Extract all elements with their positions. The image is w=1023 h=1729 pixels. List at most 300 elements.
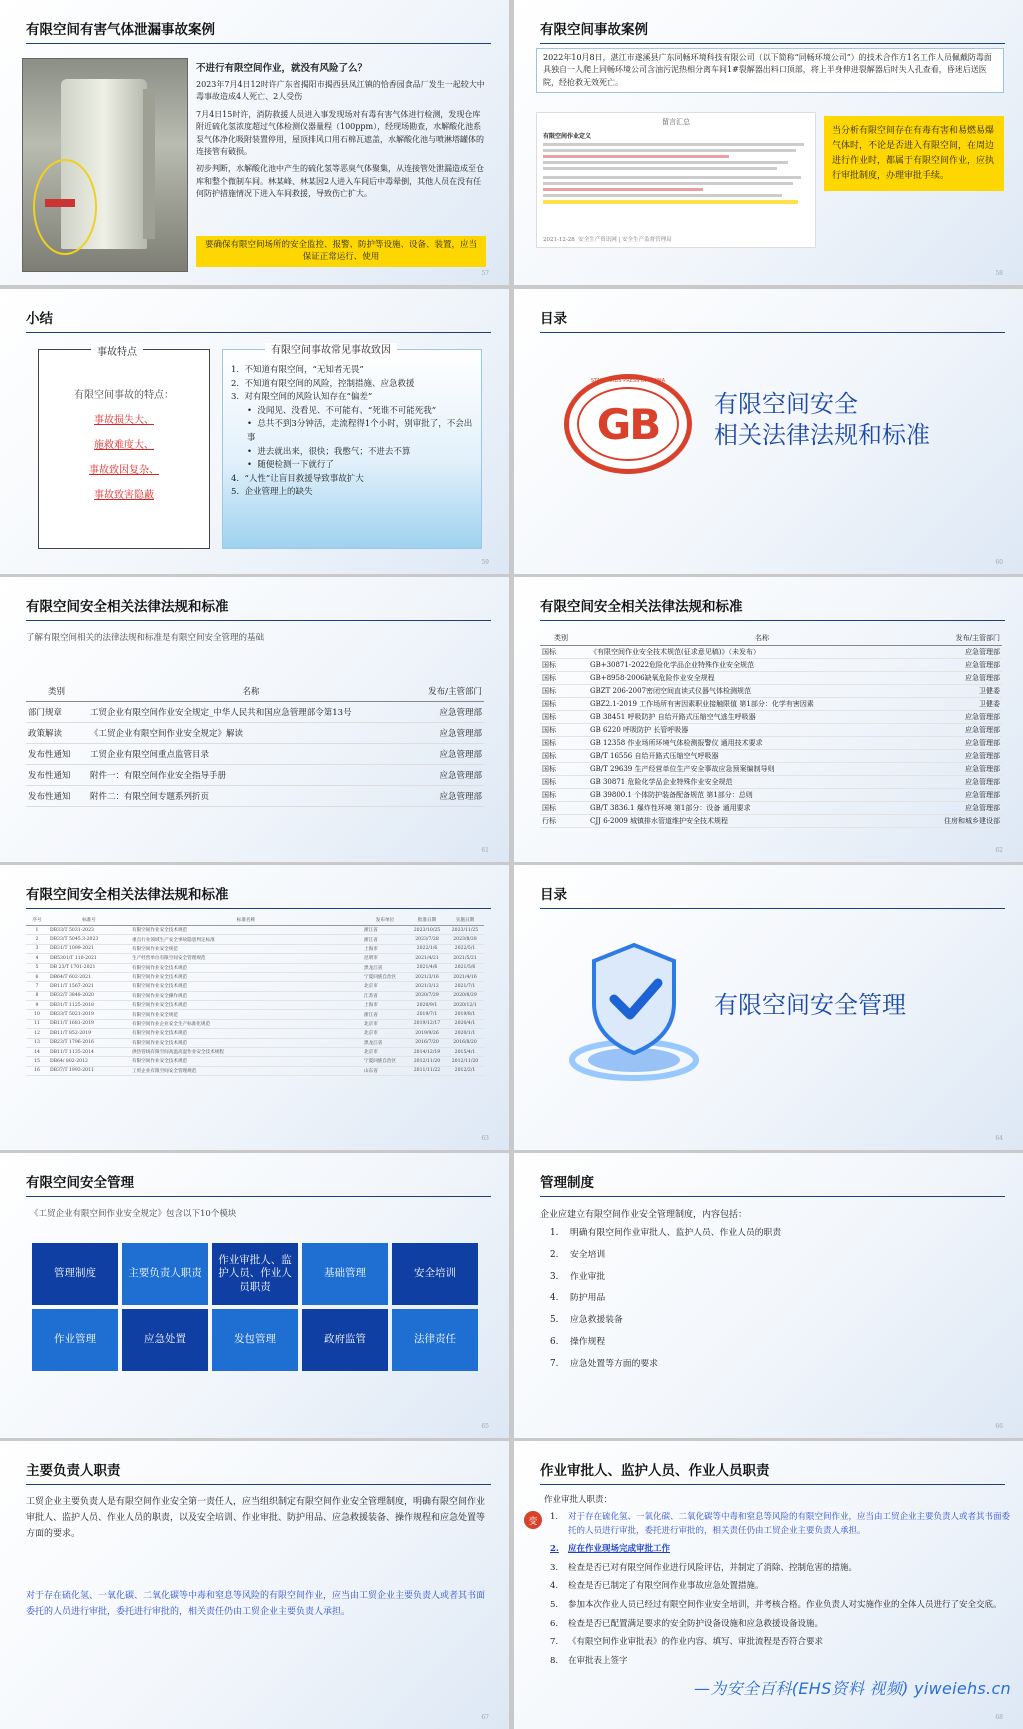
table-cell: 生产经营单位有限空间安全管理规范: [132, 956, 206, 962]
table-row: [540, 763, 1002, 776]
case-text: [196, 60, 486, 201]
table-cell: 江苏省: [364, 993, 378, 999]
table-cell: 黑龙江省: [364, 965, 383, 971]
table-cell: 2021/4/6: [416, 965, 438, 971]
list-item: [550, 1360, 781, 1369]
table-cell: 10: [34, 1012, 40, 1018]
table-cell: 8: [35, 993, 39, 999]
item-text: 对于存在硫化氢、一氧化碳、二氧化碳等中毒和窒息等风险的有限空间作业，应当由工贸企业主要负责人或者其书面委托的人员进行审批，委托进行审批的，相关责任仍由工贸企业主要负责人承担。: [568, 1512, 1011, 1536]
table-cell: 行标: [542, 817, 556, 825]
table-row: [26, 926, 484, 935]
page-number: 57: [481, 270, 489, 277]
table-cell: 2020/1/1: [454, 1030, 476, 1036]
table-row: [540, 802, 1002, 815]
list-item: [550, 1543, 1010, 1557]
table-cell: 2020/9/1: [416, 1002, 438, 1008]
table-cell: 北京市: [364, 1031, 378, 1037]
gb-logo-text: GB: [596, 399, 660, 449]
title-rule: [26, 332, 491, 333]
table-cell: 2021/4/16: [453, 974, 477, 980]
slide-65[interactable]: [0, 1153, 509, 1438]
table-cell: 2023/7/28: [415, 937, 439, 943]
table-cell: GBZ2.1-2019 工作场所有害因素职业接触限值 第1部分：化学有害因素: [590, 700, 814, 708]
slide-60[interactable]: [514, 289, 1023, 574]
col-header: 类别: [554, 634, 568, 642]
table-row: [540, 737, 1002, 750]
table-cell: 应急管理部: [965, 752, 1000, 760]
table-cell: 应急管理部: [965, 791, 1000, 799]
list-item: [550, 1636, 1010, 1650]
local-standards-table: [26, 915, 484, 1076]
table-cell: 国标: [542, 674, 556, 682]
page-number: 65: [481, 1423, 489, 1430]
doc-subtitle: 有限空间作业定义: [543, 133, 592, 140]
slide-68[interactable]: [514, 1441, 1023, 1729]
regulations-table: [26, 681, 484, 807]
table-cell: 应急管理部: [965, 661, 1000, 669]
item-text: 应急处置等方面的要求: [570, 1358, 658, 1369]
cause-num: 1.: [231, 365, 240, 375]
table-cell: 国标: [542, 778, 556, 786]
table-cell: 宁夏回族自治区: [364, 975, 397, 981]
table-row: [540, 815, 1002, 828]
slide-67[interactable]: [0, 1441, 509, 1729]
col-header: 类别: [48, 687, 66, 697]
table-cell: 应急管理部: [965, 804, 1000, 812]
table-cell: GB 39800.1 个体防护装备配备规范 第1部分：总则: [590, 791, 753, 799]
table-cell: 上海市: [364, 946, 378, 952]
callout-box: 当分析有限空间存在有毒有害和易燃易爆气体时，不论是否进入有限空间，在周边进行作业时，都属于有限空间作业，应执行审批制度，办理审批手续。: [824, 116, 1004, 191]
table-cell: 有限空间作业安全技术规范: [132, 965, 188, 971]
table-cell: DB33/T 5031-2023: [50, 927, 94, 933]
item-text: 明确有限空间作业审批人、监护人员、作业人员的职责: [570, 1228, 782, 1238]
table-row: [540, 646, 1002, 659]
table-row: [540, 750, 1002, 763]
gb-logo-ring-text: STANDARDS PRESS OF CHINA: [590, 378, 666, 384]
table-cell: 2014/12/19: [413, 1049, 441, 1055]
table-cell: CJJ 6-2009 城镇排水管道维护安全技术规程: [590, 817, 729, 825]
slide-58[interactable]: [514, 0, 1023, 285]
list-item: [550, 1251, 781, 1260]
table-cell: 《工贸企业有限空间作业安全规定》解读: [90, 729, 244, 739]
list-item: [550, 1599, 1010, 1613]
module-tile[interactable]: 作业审批人、监护人员、作业人员职责: [212, 1243, 298, 1305]
case-para-1: 2023年7月4日12时许广东省揭阳市揭西县凤江镇的恰香园食品厂发生一起较大中毒事故造成4人死亡、2人受伤: [196, 80, 485, 102]
table-cell: 应急管理部: [965, 765, 1000, 773]
col-header: 标准号: [82, 918, 96, 923]
slide-62[interactable]: [514, 577, 1023, 862]
title-rule: [26, 908, 491, 909]
slide-title: 有限空间安全管理: [26, 1175, 134, 1191]
table-cell: 附件二：有限空间专题系列折页: [90, 792, 210, 802]
list-item: [550, 1618, 1010, 1632]
page-number: 61: [481, 847, 489, 854]
item-text: 参加本次作业人员已经过有限空间作业安全培训，并考核合格。作业负责人对实施作业的全体人员进行了安全交底。: [568, 1599, 1002, 1610]
cause-bullet: • 总共不到3分钟活，走流程得1个小时，别审批了，不会出事: [247, 419, 473, 443]
table-cell: 有限空间作业安全技术规范: [132, 1059, 188, 1065]
table-cell: 有限空间作业企业安全生产标准化规范: [132, 1021, 211, 1027]
table-cell: 2020/7/29: [415, 993, 439, 999]
table-cell: DB11/T 852-2019: [50, 1030, 91, 1036]
table-cell: 上海市: [364, 1003, 378, 1009]
feature-item: 事故致因复杂、: [89, 465, 159, 476]
table-row: [540, 685, 1002, 698]
table-cell: 部门规章: [28, 708, 63, 718]
case-intro-box: 2022年10月8日，湛江市遂溪县广东同畅环境科技有限公司（以下简称“同畅环境公司”）的技术合作方1名工作人员佩戴防毒面具独自一人爬上同畅环境公司含油污泥热相分离车间1#裂解器出料口顶部，将上半身伸进裂解器后时失人孔查看，昏迷后送医院，经抢救无效死亡。: [536, 48, 1004, 93]
table-cell: 应急管理部: [439, 729, 482, 739]
intro-text: 了解有限空间相关的法律法规和标准是有限空间安全管理的基础: [26, 633, 265, 643]
table-cell: 2016/8/20: [453, 1040, 477, 1046]
slide-title: 目录: [540, 887, 567, 903]
table-cell: 2012/11/20: [451, 1058, 479, 1064]
title-rule: [26, 1484, 491, 1485]
table-cell: 2021/3/16: [415, 974, 439, 980]
national-standards-body: [540, 646, 1002, 828]
slide-64[interactable]: [514, 865, 1023, 1150]
table-row: [540, 789, 1002, 802]
table-cell: 附件一：有限空间作业安全指导手册: [90, 771, 227, 781]
table-header-row: [26, 681, 484, 702]
table-row: [26, 991, 484, 1000]
section-heading: [714, 389, 930, 451]
table-row: [26, 963, 484, 972]
table-cell: 应急管理部: [965, 713, 1000, 721]
module-tile[interactable]: 基础管理: [302, 1243, 388, 1305]
slide-title: 管理制度: [540, 1175, 594, 1191]
table-cell: 有限空间作业安全技术规范: [132, 984, 188, 990]
table-cell: 政策解读: [28, 729, 63, 739]
table-cell: 供热管线有限空间高温高湿作业安全技术规程: [132, 1050, 224, 1056]
intro-text: 企业应建立有限空间作业安全管理制度，内容包括：: [540, 1210, 748, 1220]
table-cell: 2016/7/20: [415, 1040, 439, 1046]
case-heading: 不进行有限空间作业，就没有风险了么？: [196, 63, 368, 74]
cause-num: 5.: [231, 487, 240, 498]
cause-bullet: • 进去就出来，很快；我憋气；不进去不算: [247, 446, 411, 457]
item-text: 《有限空间作业审批表》的作业内容、填写、审批流程是否符合要求: [568, 1637, 824, 1648]
table-cell: 2021/4/21: [415, 955, 439, 961]
local-standards-body: [26, 926, 484, 1076]
table-cell: 应急管理部: [439, 708, 482, 718]
table-cell: 有限空间作业安全技术规范: [132, 1003, 188, 1009]
module-tile[interactable]: 作业管理: [32, 1309, 118, 1371]
item-text: 操作规程: [570, 1336, 606, 1347]
table-cell: 2022/5/1: [454, 946, 476, 952]
table-cell: 黑龙江省: [364, 1040, 383, 1046]
cause-item: [231, 486, 473, 500]
table-cell: 2019/7/1: [416, 1012, 438, 1018]
col-header: 名称: [242, 687, 260, 697]
table-cell: DB64/ 802-2012: [50, 1058, 88, 1064]
doc-title: 留言汇总: [662, 118, 690, 126]
table-cell: 国标: [542, 739, 556, 747]
slide-title: 有限空间安全相关法律法规和标准: [26, 887, 229, 903]
table-cell: 国标: [542, 648, 556, 656]
gb-logo-inner: [577, 387, 679, 461]
cause-bullet-text: 没闻见、没看见、不可能有、“死谁不可能死我”: [257, 405, 437, 416]
table-cell: DB31/T 1125-2018: [50, 1002, 94, 1008]
item-text: 应急救援装备: [570, 1315, 623, 1326]
table-cell: 昆明市: [364, 956, 378, 962]
table-cell: DB64/T 602-2021: [50, 974, 91, 980]
cause-bullets: [231, 405, 473, 473]
highlight-box: 要确保有限空间场所的安全监控、报警、防护等设施、设备、装置，应当保证正常运行、使用: [196, 236, 486, 267]
page-number: 63: [481, 1135, 489, 1142]
slide-title: 小结: [26, 311, 53, 327]
table-cell: 卫健委: [979, 687, 1000, 695]
item-num: 4.: [550, 1293, 559, 1304]
table-cell: 2: [35, 937, 39, 943]
section-heading: 有限空间安全管理: [714, 991, 906, 1019]
intro-text: 《工贸企业有限空间作业安全规定》包含以下10个模块: [30, 1209, 237, 1219]
table-cell: 卫健委: [979, 700, 1000, 708]
table-cell: 应急管理部: [965, 674, 1000, 682]
list-item: [550, 1316, 781, 1325]
table-cell: 工贸企业有限空间重点监管目录: [90, 750, 210, 760]
table-cell: 北京市: [364, 1021, 378, 1027]
table-row: [26, 1010, 484, 1019]
cause-item: [231, 378, 473, 392]
causes-legend: 有限空间事故常见事故致因: [265, 343, 397, 359]
table-row: [26, 1047, 484, 1056]
slide-title: 有限空间安全相关法律法规和标准: [26, 599, 229, 615]
table-cell: 3: [35, 946, 39, 952]
table-cell: 2020/12/1: [453, 1002, 477, 1008]
shield-icon: [566, 935, 702, 1085]
table-cell: 国标: [542, 726, 556, 734]
item-num: 6.: [550, 1336, 559, 1347]
table-row: [540, 698, 1002, 711]
table-cell: 应急管理部: [439, 771, 482, 781]
slide-title: 有限空间安全相关法律法规和标准: [540, 599, 743, 615]
document-screenshot: [536, 112, 816, 248]
table-cell: GB+8958-2006缺氧危险作业安全规程: [590, 674, 715, 682]
item-num: 3.: [550, 1562, 559, 1573]
module-tile[interactable]: 管理制度: [32, 1243, 118, 1305]
slide-59[interactable]: [0, 289, 509, 574]
case-para-2: 7月4日15时许，消防救援人员进入事发现场对有毒有害气体进行检测，发现仓库附近硫化氢浓度超过气体检测仪器量程（100ppm），经现场勘查，水解酸化池系泵气体净化吸附装置停用，屋顶排风口用石棉瓦遮盖，水解酸化池与喷淋塔罐体的连接管有破损。: [196, 109, 484, 156]
cause-item: [231, 364, 473, 378]
table-header-row: [26, 915, 484, 926]
doc-date: [543, 235, 672, 243]
slide-57[interactable]: [0, 0, 509, 285]
cause-bullet-text: 随便检测一下就行了: [257, 460, 334, 471]
table-cell: 16: [34, 1068, 40, 1074]
table-cell: 4: [35, 955, 39, 961]
table-cell: 2021/7/1: [454, 983, 476, 989]
table-cell: DB11/T 1567-2021: [50, 983, 94, 989]
title-rule: [540, 43, 1005, 44]
table-cell: 2012/2/1: [454, 1068, 476, 1074]
title-rule: [540, 1196, 1005, 1197]
pipe-shape: [143, 89, 155, 239]
cause-num: 4.: [231, 473, 240, 484]
table-cell: GB+30871-2022危险化学品企业特殊作业安全规范: [590, 661, 755, 669]
page-number: 59: [481, 559, 489, 566]
list-item: [550, 1562, 1010, 1576]
table-cell: 国标: [542, 791, 556, 799]
feature-item: 施救难度大、: [94, 440, 154, 451]
table-cell: DB33/T 5045.3-2023: [50, 937, 99, 943]
slide-66[interactable]: [514, 1153, 1023, 1438]
list-item: [550, 1338, 781, 1347]
table-cell: 7: [35, 983, 39, 989]
table-cell: 2019/9/26: [415, 1030, 439, 1036]
item-text: 应在作业现场完成审批工作: [568, 1544, 671, 1555]
table-cell: 2023/8/28: [453, 937, 477, 943]
table-cell: 应急管理部: [965, 778, 1000, 786]
table-cell: DB11/T 1135-2014: [50, 1049, 94, 1055]
cause-text: 企业管理上的缺失: [244, 487, 313, 498]
item-num: 2.: [550, 1249, 559, 1260]
regulations-body: [26, 702, 484, 807]
cause-item: [231, 391, 473, 405]
cause-text: 不知道有限空间，“无知者无畏”: [244, 365, 364, 375]
table-row: [26, 1066, 484, 1075]
table-header-row: [540, 631, 1002, 646]
feature-item: 事故致害隐蔽: [94, 490, 154, 501]
table-cell: DB23/T 1796-2016: [50, 1040, 94, 1046]
table-cell: DB11/T 1681-2019: [50, 1021, 94, 1027]
table-cell: 国标: [542, 713, 556, 721]
table-cell: 国标: [542, 752, 556, 760]
change-badge: 变: [524, 1511, 542, 1529]
item-num: 5.: [550, 1599, 559, 1610]
table-row: [26, 972, 484, 981]
page-number: 67: [481, 1714, 489, 1721]
table-cell: 15: [34, 1058, 40, 1064]
table-cell: 12: [34, 1030, 40, 1036]
page-number: 60: [995, 559, 1003, 566]
item-num: 8.: [550, 1655, 559, 1666]
cause-bullet-text: 总共不到3分钟活，走流程得1个小时，别审批了，不会出事: [247, 419, 473, 443]
table-cell: 北京市: [364, 984, 378, 990]
col-header: 标准名称: [236, 918, 256, 923]
item-text: 在审批表上签字: [568, 1655, 628, 1666]
watermark-text: —为安全百科(EHS资料 视频) yiweiehs.cn: [694, 1679, 1011, 1698]
slide-63[interactable]: [0, 865, 509, 1150]
features-legend: 事故特点: [91, 343, 143, 358]
title-rule: [540, 620, 1005, 621]
item-num: 1.: [550, 1228, 559, 1238]
table-row: [26, 723, 484, 744]
table-row: [26, 1038, 484, 1047]
item-num: 6.: [550, 1618, 559, 1629]
slide-title: 主要负责人职责: [26, 1463, 121, 1479]
doc-body-lines: [543, 143, 809, 204]
col-header: 发布单位: [375, 918, 395, 923]
slide-61[interactable]: [0, 577, 509, 862]
page-number: 62: [995, 847, 1003, 854]
table-row: [540, 672, 1002, 685]
module-tile[interactable]: 安全培训: [392, 1243, 478, 1305]
table-cell: 浙江省: [364, 928, 378, 934]
module-tile[interactable]: 政府监管: [302, 1309, 388, 1371]
table-cell: 2023/11/25: [451, 927, 479, 933]
page-number: 64: [995, 1135, 1003, 1142]
table-cell: 宁夏回族自治区: [364, 1059, 397, 1065]
table-cell: DB37/T 1993-2011: [50, 1068, 94, 1074]
col-header: 发布/主管部门: [428, 687, 482, 697]
table-cell: 2023/10/25: [413, 927, 441, 933]
title-rule: [540, 908, 1005, 909]
table-cell: 2019/8/1: [454, 1012, 476, 1018]
doc-footer-text: 安全生产资讯网 | 安全生产监督管理局: [578, 237, 672, 243]
table-row: [26, 786, 484, 807]
item-text: 安全培训: [570, 1249, 606, 1260]
feature-list: [39, 411, 209, 501]
title-rule: [26, 620, 491, 621]
table-cell: 国标: [542, 804, 556, 812]
list-item: [550, 1229, 781, 1238]
table-cell: 2011/11/22: [413, 1068, 441, 1074]
table-cell: 发布性通知: [28, 750, 71, 760]
table-cell: 有限空间作业安全技术规范: [132, 1040, 188, 1046]
table-cell: 有限空间作业安全技术规范: [132, 928, 188, 934]
table-cell: 浙江省: [364, 1012, 378, 1018]
national-standards-table: [540, 631, 1002, 828]
table-row: [540, 659, 1002, 672]
title-rule: [26, 1196, 491, 1197]
table-cell: 应急管理部: [439, 750, 482, 760]
col-header: 序号: [32, 918, 42, 923]
table-row: [540, 711, 1002, 724]
item-text: 检查是否已制定了有限空间作业事故应急处置措施。: [568, 1581, 764, 1592]
cause-text: 不知道有限空间的风险，控制措施、应急救援: [244, 378, 415, 389]
slide-title: 有限空间事故案例: [540, 22, 648, 38]
item-num: 7.: [550, 1358, 559, 1369]
table-cell: GBZT 206-2007密闭空间直读式仪器气体检测规范: [590, 687, 752, 695]
table-cell: 国标: [542, 661, 556, 669]
module-tile[interactable]: 应急处置: [122, 1309, 208, 1371]
item-num: 1.: [550, 1512, 559, 1522]
module-tile[interactable]: 发包管理: [212, 1309, 298, 1371]
item-text: 检查是否已对有限空间作业进行风险评估，并制定了消除、控制危害的措施。: [568, 1562, 858, 1573]
table-cell: 2021/5/21: [453, 955, 477, 961]
table-cell: 2020/4/1: [454, 1021, 476, 1027]
table-cell: GB/T 16556 自给开路式压缩空气呼吸器: [590, 752, 719, 760]
table-cell: 发布性通知: [28, 771, 71, 781]
page-number: 58: [995, 270, 1003, 277]
table-cell: 2020/8/29: [453, 993, 477, 999]
duty-para-2: 对于存在硫化氢、一氧化碳、二氧化碳等中毒和窒息等风险的有限空间作业，应当由工贸企业主要负责人或者其书面委托的人员进行审批，委托进行审批的，相关责任仍由工贸企业主要负责人承担。: [26, 1591, 486, 1617]
table-cell: 有限空间作业安全技术规范: [132, 975, 188, 981]
col-header: 批准日期: [417, 918, 437, 923]
table-cell: 发布性通知: [28, 792, 71, 802]
table-cell: 应急管理部: [965, 739, 1000, 747]
table-cell: GB/T 29639 生产经营单位生产安全事故应急预案编制导则: [590, 765, 775, 773]
table-cell: GB 30871 危险化学品企业特殊作业安全规范: [590, 778, 733, 786]
table-row: [540, 776, 1002, 789]
table-cell: 国标: [542, 700, 556, 708]
table-cell: 13: [34, 1040, 40, 1046]
table-cell: 6: [35, 974, 39, 980]
item-num: 5.: [550, 1315, 559, 1326]
item-text: 检查是否已配置满足要求的安全防护设备设施和应急救援设备设施。: [568, 1618, 824, 1629]
list-item: [550, 1655, 1010, 1669]
module-tile[interactable]: 主要负责人职责: [122, 1243, 208, 1305]
item-text: 作业审批: [570, 1271, 606, 1282]
col-header: 实施日期: [455, 918, 475, 923]
table-row: [26, 935, 484, 944]
title-rule: [26, 43, 491, 44]
table-cell: 有限空间作业安全技术规范: [132, 1031, 188, 1037]
table-cell: 2015/4/1: [454, 1049, 476, 1055]
module-tile[interactable]: 法律责任: [392, 1309, 478, 1371]
cause-num: 2.: [231, 378, 240, 389]
table-cell: 有限空间作业安全操作规范: [132, 993, 188, 999]
table-cell: 5: [35, 965, 39, 971]
item-num: 7.: [550, 1637, 559, 1648]
